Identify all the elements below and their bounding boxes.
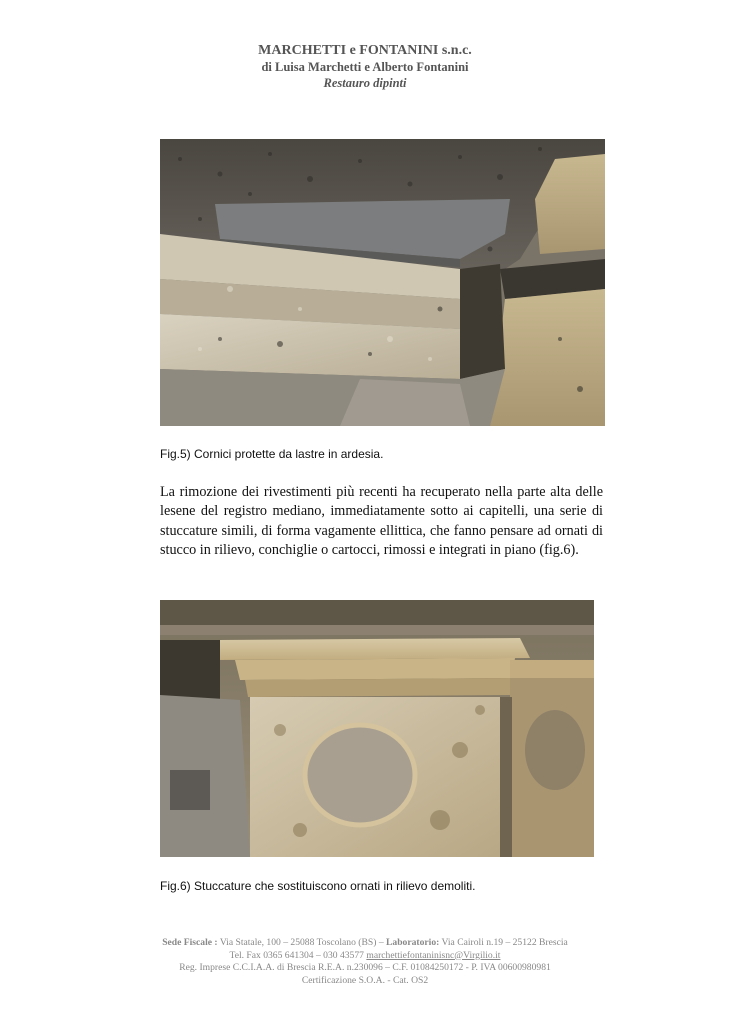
footer-sede-value: Via Statale, 100 – 25088 Toscolano (BS) – xyxy=(217,937,387,948)
footer xyxy=(0,937,730,987)
photo-pilaster-stuccature xyxy=(160,600,594,857)
letterhead xyxy=(0,42,730,91)
company-name: MARCHETTI e FONTANINI s.n.c. xyxy=(258,43,472,58)
figure-5-caption: Fig.5) Cornici protette da lastre in ardesia. xyxy=(160,447,384,461)
footer-email-link[interactable]: marchettiefontaninisnc@Virgilio.it xyxy=(366,949,501,961)
figure-6-caption: Fig.6) Stuccature che sostituiscono ornati in rilievo demoliti. xyxy=(160,879,476,893)
footer-contact-line xyxy=(0,950,730,963)
footer-registry: Reg. Imprese C.C.I.A.A. di Brescia R.E.A. n.230096 – C.F. 01084250172 - P. IVA 00600980981 xyxy=(179,962,551,974)
body-paragraph: La rimozione dei rivestimenti più recenti ha recuperato nella parte alta delle lesene del registro mediano, immediatamente sotto ai capitelli, una serie di stuccature simili, di forma vagamente ellittica, che fanno pensare ad ornati di stucco in rilievo, conchiglie o cartocci, rimossi e integrati in piano (fig.6). xyxy=(160,484,603,558)
footer-sede-label: Sede Fiscale : xyxy=(162,937,218,948)
footer-certification: Certificazione S.O.A. - Cat. OS2 xyxy=(301,974,429,986)
photo-cornice-slate-image xyxy=(160,139,605,426)
company-activity: Restauro dipinti xyxy=(323,76,407,90)
photo-cornice-slate xyxy=(160,139,605,426)
footer-phone: Tel. Fax 0365 641304 – 030 43577 xyxy=(229,949,367,961)
photo-pilaster-stuccature-image xyxy=(160,600,594,857)
company-owners: di Luisa Marchetti e Alberto Fontanini xyxy=(261,60,469,74)
footer-address-line xyxy=(0,937,730,950)
footer-lab-label: Laboratorio: xyxy=(386,937,440,948)
footer-lab-value: Via Cairoli n.19 – 25122 Brescia xyxy=(439,937,568,948)
